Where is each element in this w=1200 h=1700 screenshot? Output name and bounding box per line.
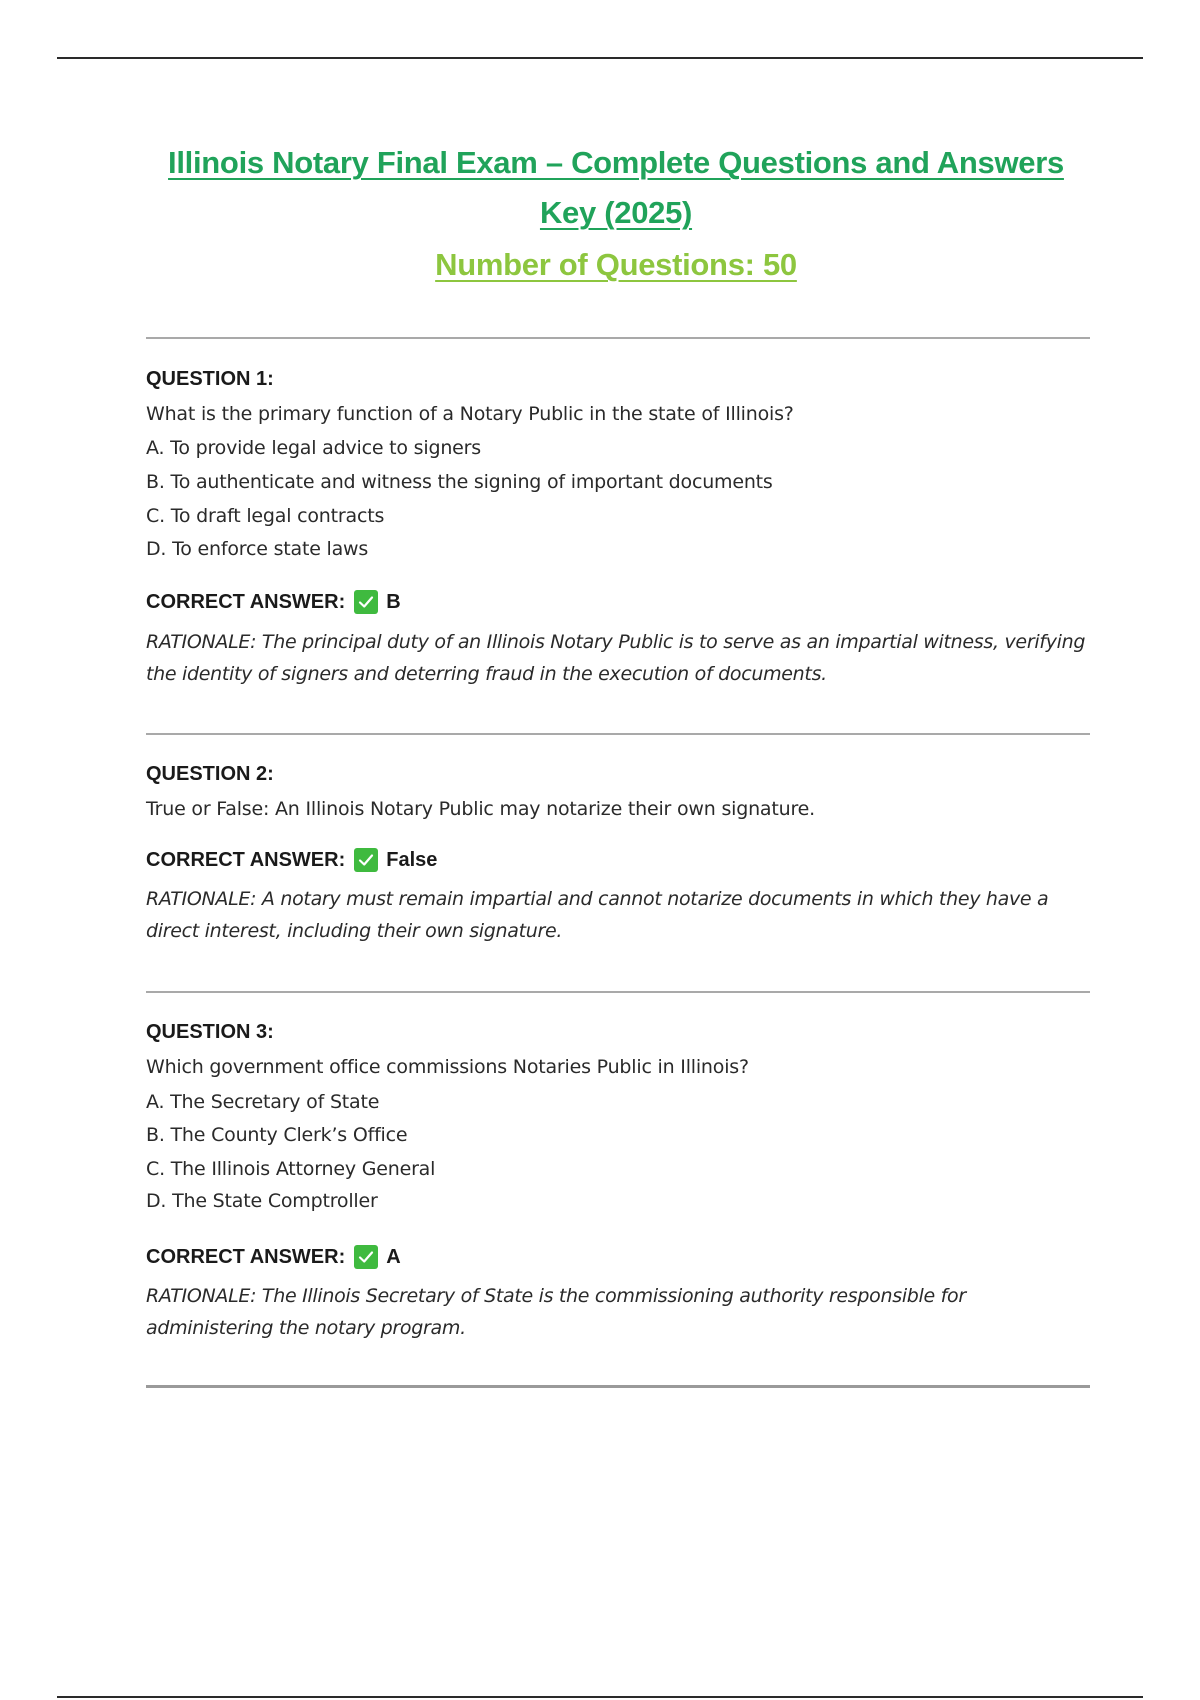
correct-answer-label: CORRECT ANSWER: xyxy=(146,848,346,871)
check-mark-icon xyxy=(354,590,378,614)
question-label: QUESTION 3: xyxy=(146,1021,274,1043)
rationale-text: RATIONALE: The principal duty of an Illinois Notary Public is to serve as an impartial witness, verifying the identity of signers and deterring fraud in the execution of documents. xyxy=(146,631,1086,685)
answer-option-a: A. To provide legal advice to signers xyxy=(146,437,481,459)
document-title-line-2: Key (2025) xyxy=(539,195,693,230)
question-label: QUESTION 1: xyxy=(146,368,274,390)
answer-option-b: B. The County Clerk’s Office xyxy=(146,1124,408,1146)
correct-answer-row xyxy=(146,848,437,872)
correct-answer-value: A xyxy=(386,1245,401,1268)
correct-answer-value: B xyxy=(386,590,401,613)
correct-answer-label: CORRECT ANSWER: xyxy=(146,590,346,613)
check-mark-icon xyxy=(354,1245,378,1269)
rationale-text: RATIONALE: The Illinois Secretary of State is the commissioning authority responsible for administering the notary program. xyxy=(146,1285,966,1339)
answer-option-d: D. To enforce state laws xyxy=(146,538,369,560)
question-text: True or False: An Illinois Notary Public may notarize their own signature. xyxy=(146,798,815,820)
page-bottom-rule xyxy=(57,1696,1143,1698)
question-label: QUESTION 2: xyxy=(146,763,274,785)
section-divider xyxy=(146,991,1090,993)
rationale-text: RATIONALE: A notary must remain impartial and cannot notarize documents in which they have a direct interest, including their own signature. xyxy=(146,888,1049,942)
correct-answer-row xyxy=(146,590,401,614)
correct-answer-row xyxy=(146,1245,401,1269)
check-mark-icon xyxy=(354,848,378,872)
question-count-subtitle: Number of Questions: 50 xyxy=(435,247,797,282)
answer-option-a: A. The Secretary of State xyxy=(146,1091,380,1113)
answer-option-c: C. To draft legal contracts xyxy=(146,505,385,527)
section-divider xyxy=(146,1385,1090,1388)
answer-option-b: B. To authenticate and witness the signing of important documents xyxy=(146,471,773,493)
title-block xyxy=(146,138,1086,292)
correct-answer-value: False xyxy=(386,848,438,871)
answer-option-c: C. The Illinois Attorney General xyxy=(146,1158,436,1180)
answer-option-d: D. The State Comptroller xyxy=(146,1190,378,1212)
page-top-rule xyxy=(57,57,1143,59)
section-divider xyxy=(146,337,1090,339)
document-title-line-1: Illinois Notary Final Exam – Complete Questions and Answers xyxy=(168,145,1064,180)
correct-answer-label: CORRECT ANSWER: xyxy=(146,1245,346,1268)
question-text: Which government office commissions Notaries Public in Illinois? xyxy=(146,1056,749,1078)
question-text: What is the primary function of a Notary Public in the state of Illinois? xyxy=(146,403,794,425)
section-divider xyxy=(146,733,1090,735)
